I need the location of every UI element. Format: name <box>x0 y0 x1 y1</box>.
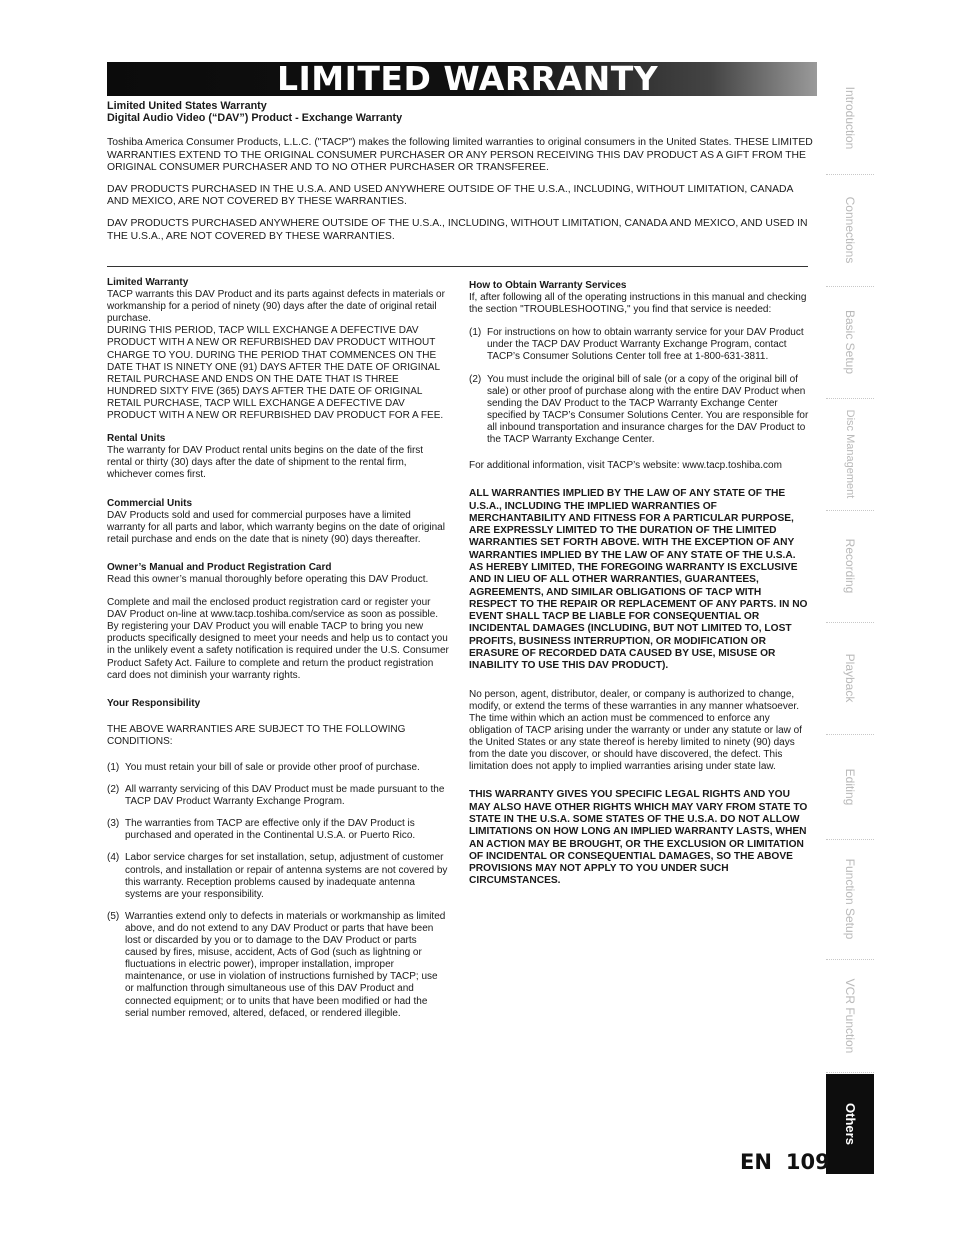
intro-paragraph-3: DAV PRODUCTS PURCHASED ANYWHERE OUTSIDE OF THE U.S.A., INCLUDING, WITHOUT LIMITATION, CANADA AND MEXICO, AND USED IN THE U.S.A., ARE NOT COVERED BY THESE WARRANTIES. <box>107 218 808 242</box>
tab-label: Basic Setup <box>843 309 857 375</box>
condition-number: (2) <box>107 784 120 796</box>
left-column <box>107 277 449 1030</box>
legal-rights-text: THIS WARRANTY GIVES YOU SPECIFIC LEGAL RIGHTS AND YOU MAY ALSO HAVE OTHER RIGHTS WHICH MAY VARY FROM STATE TO STATE IN THE U.S.A. SOME STATES OF THE U.S.A. DO NOT ALLOW LIMITATIONS ON HOW LONG AN IMPLIED WARRANTY LASTS, WHEN AN ACTION MAY BE BROUGHT, OR THE EXCLUSION OR LIMITATION OF INCIDENTAL OR CONSEQUENTIAL DAMAGES, SO THE ABOVE PROVISIONS MAY NOT APPLY TO YOU UNDER SUCH CIRCUMSTANCES. <box>469 789 808 887</box>
page-title: LIMITED WARRANTY <box>277 59 659 98</box>
tab-others[interactable] <box>826 1074 874 1174</box>
intro-heading: Limited United States Warranty <box>107 100 267 112</box>
tab-disc-management[interactable] <box>826 398 874 511</box>
tab-label: VCR Function <box>843 978 857 1053</box>
condition-text: Labor service charges for set installation, setup, adjustment of customer controls, and installation or repair of antenna systems are not covered by this warranty. Reception problems caused by inadequate antenna systems are your responsibility. <box>125 852 448 900</box>
tab-vcr-function[interactable] <box>826 959 874 1073</box>
condition-text: The warranties from TACP are effective only if the DAV Product is purchased and operated in the Continental U.S.A. or Puerto Rico. <box>125 818 416 842</box>
tab-basic-setup[interactable] <box>826 286 874 399</box>
tab-connections[interactable] <box>826 174 874 287</box>
tab-label: Playback <box>843 653 857 703</box>
language-code: EN <box>740 1150 772 1174</box>
your-responsibility-heading: Your Responsibility <box>107 697 201 709</box>
condition-number: (5) <box>107 910 120 922</box>
tab-label: Disc Management <box>844 409 856 499</box>
step-text: You must include the original bill of sale (or a copy of the original bill of sale) or other proof of purchase along with the entire DAV Product when sending the DAV Product to the TACP Warranty Exchange Center specified by TACP’s Consumer Solutions Center. You are responsible for all inbound transportation and insurance charges for the DAV Product to the TACP Warranty Exchange Center. <box>487 373 809 446</box>
no-person-text: No person, agent, distributor, dealer, or company is authorized to change, modify, or extend the terms of these warranties in any manner whatsoever. The time within which an action must be commenced to enforce any obligation of TACP arising under the warranty or under any statute or law of the United States or any state thereof is hereby limited to ninety (90) days from the date you discover, or should have discovered, the defect. This limitation does not apply to implied warranties arising under state law. <box>469 688 802 773</box>
step-number: (1) <box>469 327 482 339</box>
page-number <box>740 1150 830 1174</box>
condition-number: (3) <box>107 818 120 830</box>
obtain-service-heading: How to Obtain Warranty Services <box>469 280 627 291</box>
tab-label: Editing <box>843 768 857 805</box>
step-number: (2) <box>469 373 482 385</box>
conditions-intro: THE ABOVE WARRANTIES ARE SUBJECT TO THE FOLLOWING CONDITIONS: <box>107 723 406 747</box>
step-text: For instructions on how to obtain warranty service for your DAV Product under the TACP DAV Product Warranty Exchange Program, contact TACP’s Consumer Solutions Center toll free at 1-800-631-3811. <box>487 327 804 363</box>
commercial-units-heading: Commercial Units <box>107 497 193 509</box>
condition-item <box>107 784 449 808</box>
tab-recording[interactable] <box>826 510 874 623</box>
condition-text: Warranties extend only to defects in materials or workmanship as limited above, and do not extend to any DAV Product or parts that have been lost or discarded by you or to damage to the DAV Product or parts caused by fires, misuse, accident, Acts of God (such as lightning or fluctuations in electric power), improper installation, improper maintenance, or use in violation of instructions furnished by TACP; use or malfunction through simultaneous use of this DAV Product and connected equipment; or to units that have been modified or had the serial number removed, altered, defaced, or rendered illegible. <box>125 910 446 1019</box>
limited-warranty-text: TACP warrants this DAV Product and its parts against defects in materials or workmanship for a period of ninety (90) days after the date of original retail purchase. <box>107 289 445 325</box>
tab-introduction[interactable] <box>826 62 874 175</box>
service-step <box>469 374 811 447</box>
intro-section <box>107 100 815 253</box>
tab-label: Function Setup <box>843 858 857 940</box>
condition-number: (1) <box>107 762 120 773</box>
condition-item <box>107 762 449 774</box>
condition-item <box>107 852 449 900</box>
rental-units-heading: Rental Units <box>107 433 166 445</box>
rental-units-text: The warranty for DAV Product rental units begins on the date of the first rental or thirty (30) days after the date of shipment to the rental firm, whichever comes first. <box>107 445 424 481</box>
tab-label: Introduction <box>843 86 857 150</box>
right-column <box>469 280 811 899</box>
limited-warranty-terms: DURING THIS PERIOD, TACP WILL EXCHANGE A DEFECTIVE DAV PRODUCT WITH A NEW OR REFURBISHED DAV PRODUCT WITHOUT CHARGE TO YOU. DURING THE PERIOD THAT COMMENCES ON THE DATE THAT IS NINETY ONE (91) DAYS AFTER THE DATE OF ORIGINAL RETAIL PURCHASE AND ENDS ON THE DATE THAT IS THREE HUNDRED SIXTY FIVE (365) DAYS AFTER THE DATE OF ORIGINAL RETAIL PURCHASE, TACP WILL EXCHANGE A DEFECTIVE DAV PRODUCT WITH A NEW OR REFURBISHED DAV PRODUCT FOR A FEE. <box>107 325 444 422</box>
owners-manual-heading: Owner’s Manual and Product Registration Card <box>107 561 332 573</box>
condition-number: (4) <box>107 852 120 864</box>
tab-label: Connections <box>843 196 857 264</box>
tab-editing[interactable] <box>826 734 874 840</box>
intro-subheading: Digital Audio Video (“DAV”) Product - Exchange Warranty <box>107 112 403 125</box>
website-text: For additional information, visit TACP’s website: www.tacp.toshiba.com <box>469 460 782 472</box>
title-banner <box>107 59 817 98</box>
implied-warranty-text: ALL WARRANTIES IMPLIED BY THE LAW OF ANY STATE OF THE U.S.A., INCLUDING THE IMPLIED WARRANTIES OF MERCHANTABILITY AND FITNESS FOR A PARTICULAR PURPOSE, ARE EXPRESSLY LIMITED TO THE DURATION OF THE LIMITED WARRANTIES SET FORTH ABOVE. WITH THE EXCEPTION OF ANY WARRANTIES IMPLIED BY THE LAW OF ANY STATE OF THE U.S.A. AS HEREBY LIMITED, THE FOREGOING WARRANTY IS EXCLUSIVE AND IN LIEU OF ALL OTHER WARRANTIES, GUARANTEES, AGREEMENTS, AND SIMILAR OBLIGATIONS OF TACP WITH RESPECT TO THE REPAIR OR REPLACEMENT OF ANY PARTS. IN NO EVENT SHALL TACP BE LIABLE FOR CONSEQUENTIAL OR INCIDENTAL DAMAGES (INCLUDING, BUT NOT LIMITED TO, LOST PROFITS, BUSINESS INTERRUPTION, OR MODIFICATION OR ERASURE OF RECORDED DATA CAUSED BY USE, MISUSE OR INABILITY TO USE THIS DAV PRODUCT). <box>469 488 808 672</box>
tab-label: Recording <box>843 538 857 594</box>
intro-paragraph-1: Toshiba America Consumer Products, L.L.C. ("TACP") makes the following limited warranties to original consumers in the United States. THESE LIMITED WARRANTIES EXTEND TO THE ORIGINAL CONSUMER PURCHASER OR ANY PERSON RECEIVING THIS DAV PRODUCT AS A GIFT FROM THE ORIGINAL CONSUMER PURCHASER AND TO NO OTHER PURCHASER OR TRANSFEREE. <box>107 137 813 173</box>
tab-function-setup[interactable] <box>826 839 874 960</box>
divider <box>107 266 808 267</box>
condition-text: All warranty servicing of this DAV Product must be made pursuant to the TACP DAV Product Warranty Exchange Program. <box>125 784 445 808</box>
obtain-service-text: If, after following all of the operating instructions in this manual and checking the section "TROUBLESHOOTING," you find that service is needed: <box>469 292 807 316</box>
registration-text: Complete and mail the enclosed product registration card or register your DAV Product on-line at www.tacp.toshiba.com/service as soon as possible. By registering your DAV Product you will enable TACP to bring you new products specifically designed to meet your needs and help us to contact you in the unlikely event a safety notification is required under the U.S. Consumer Product Safety Act. Failure to complete and return the product registration card does not diminish your warranty rights. <box>107 597 449 681</box>
owners-manual-text: Read this owner’s manual thoroughly before operating this DAV Product. <box>107 573 429 585</box>
condition-item <box>107 911 449 1020</box>
commercial-units-text: DAV Products sold and used for commercial purposes have a limited warranty for all parts and labor, which warranty begins on the date of original retail purchase and ends on the date that is ninety (90) days thereafter. <box>107 509 445 545</box>
limited-warranty-heading: Limited Warranty <box>107 277 189 288</box>
tab-playback[interactable] <box>826 622 874 735</box>
tab-label: Others <box>843 1103 858 1145</box>
condition-item <box>107 818 449 842</box>
service-step <box>469 327 811 363</box>
intro-paragraph-2: DAV PRODUCTS PURCHASED IN THE U.S.A. AND USED ANYWHERE OUTSIDE OF THE U.S.A., INCLUDING, WITHOUT LIMITATION, CANADA AND MEXICO, ARE NOT COVERED BY THESE WARRANTIES. <box>107 184 793 208</box>
condition-text: You must retain your bill of sale or provide other proof of purchase. <box>125 762 420 773</box>
page-number-value: 109 <box>785 1150 830 1174</box>
